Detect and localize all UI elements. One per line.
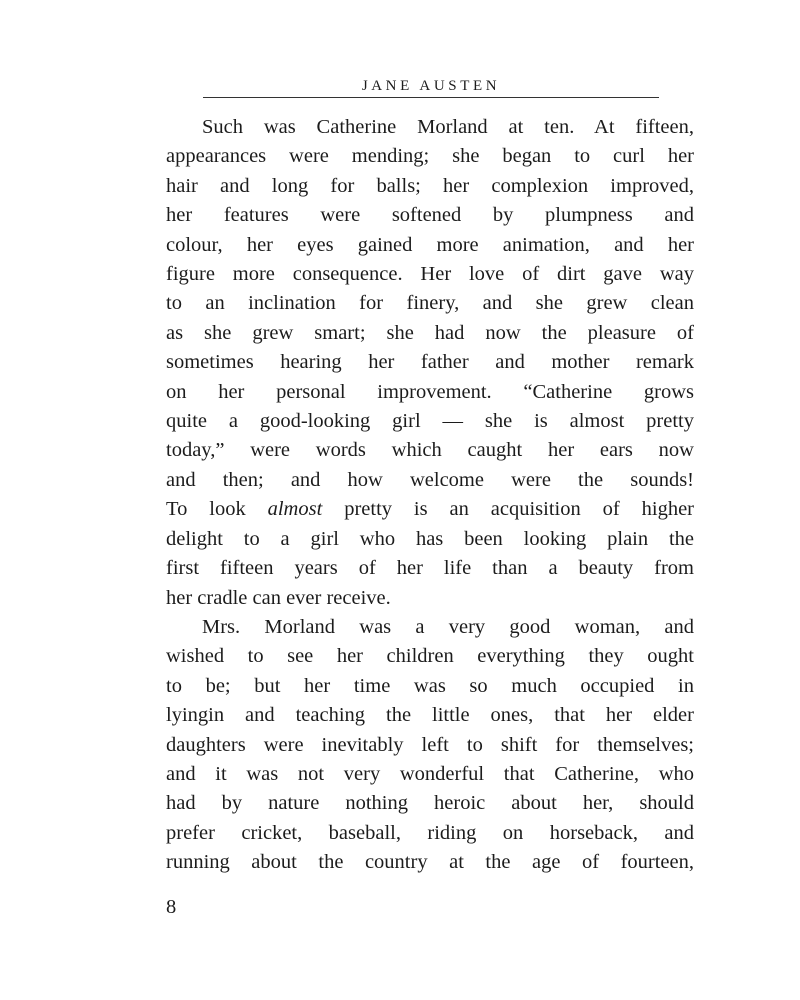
text-line: lyingin and teaching the little ones, that her elder [166,704,694,727]
text-line: as she grew smart; she had now the pleasure of [166,321,694,344]
text-line: Mrs. Morland was a very good woman, and [202,615,694,638]
text-line: running about the country at the age of fourteen, [166,851,694,874]
text-line: prefer cricket, baseball, riding on horseback, and [166,821,694,844]
text-line: wished to see her children everything they ought [166,645,694,668]
paragraph [166,613,694,878]
text-line: and then; and how welcome were the sounds! [166,468,694,491]
text-line: to an inclination for finery, and she grew clean [166,292,694,315]
text-line: today,” were words which caught her ears now [166,439,694,462]
text-line-with-emphasis [166,495,694,524]
text-line: delight to a girl who has been looking plain the [166,527,694,550]
text-line: to be; but her time was so much occupied in [166,674,694,697]
body-text [166,113,694,878]
text-line: first fifteen years of her life than a beauty from [166,557,694,580]
text-fragment: pretty is an acquisition of higher [322,498,694,521]
text-line: colour, her eyes gained more animation, and her [166,233,694,256]
text-line: figure more consequence. Her love of dirt gave way [166,263,694,286]
text-line: and it was not very wonderful that Catherine, who [166,762,694,785]
running-header: JANE AUSTEN [203,76,659,98]
emphasized-word: almost [267,498,323,521]
text-line: on her personal improvement. “Catherine grows [166,380,694,403]
paragraph [166,113,694,613]
text-fragment: To look [166,498,268,521]
page-number: 8 [166,896,177,918]
text-line: quite a good-looking girl — she is almost pretty [166,410,694,433]
text-line: had by nature nothing heroic about her, should [166,792,694,815]
text-line: appearances were mending; she began to curl her [166,145,694,168]
text-line: daughters were inevitably left to shift for themselves; [166,733,694,756]
text-line: her cradle can ever receive. [166,586,391,609]
text-line: sometimes hearing her father and mother remark [166,351,694,374]
text-line: hair and long for balls; her complexion improved, [166,174,694,197]
text-line: her features were softened by plumpness and [166,204,694,227]
text-line: Such was Catherine Morland at ten. At fifteen, [202,116,694,138]
